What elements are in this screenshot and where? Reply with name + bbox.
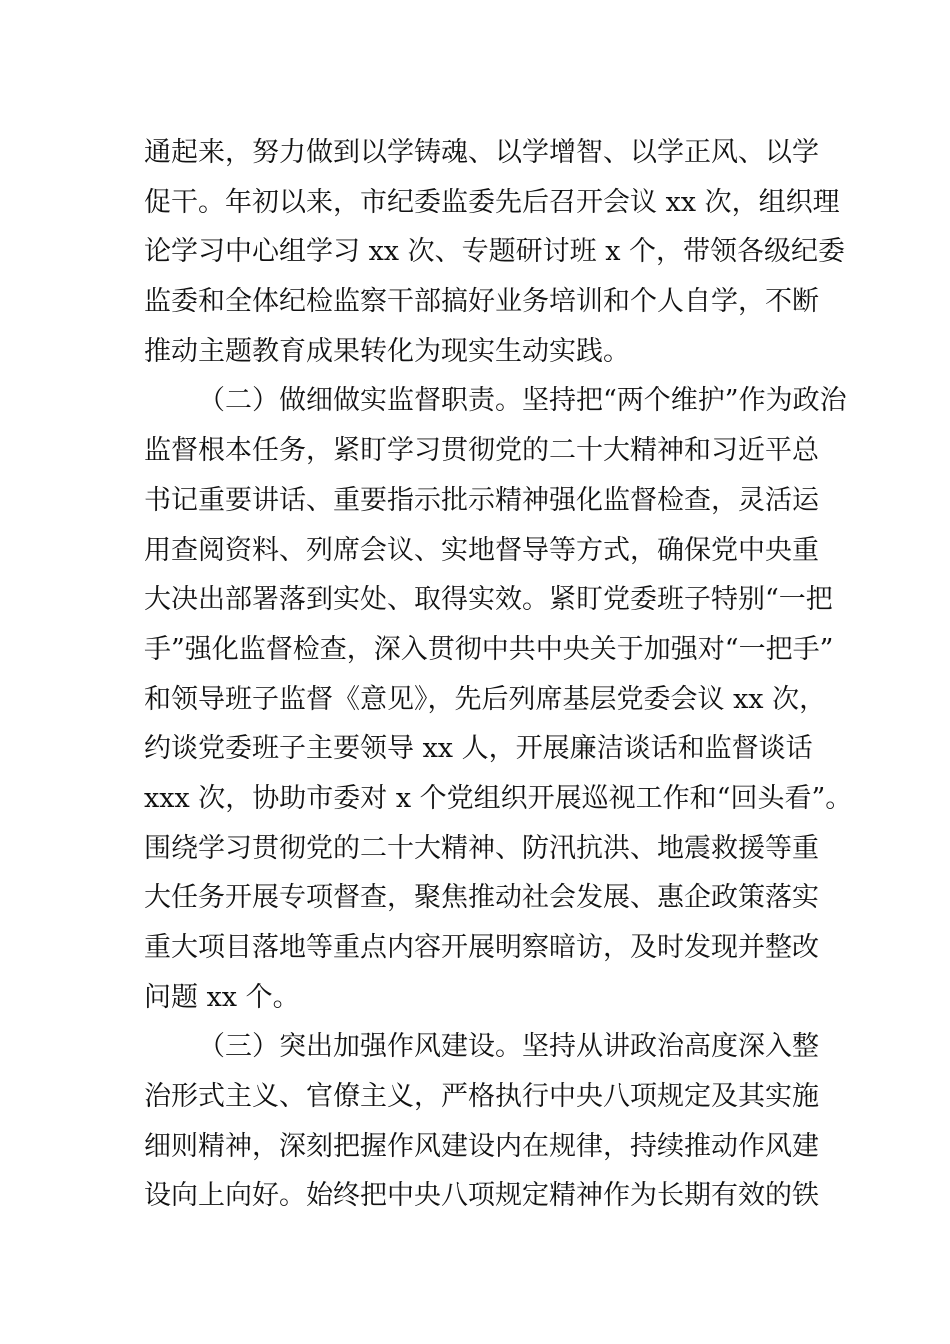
text-line: 重大项目落地等重点内容开展明察暗访，及时发现并整改	[144, 932, 819, 963]
text-line: （三）突出加强作风建设。坚持从讲政治高度深入整	[198, 1031, 819, 1063]
text-line: xxx 次，协助市委对 x 个党组织开展巡视工作和“回头看”。	[144, 782, 853, 814]
paragraph-2	[144, 376, 853, 1022]
text-line: 围绕学习贯彻党的二十大精神、防汛抗洪、地震救援等重	[144, 832, 819, 864]
text-line: 和领导班子监督《意见》，先后列席基层党委会议 xx 次，	[144, 683, 827, 715]
text-line: 促干。年初以来，市纪委监委先后召开会议 xx 次，组织理	[144, 186, 840, 218]
text-line: 用查阅资料、列席会议、实地督导等方式，确保党中央重	[144, 534, 819, 566]
text-line: 手”强化监督检查，深入贯彻中共中央关于加强对“一把手”	[144, 633, 834, 665]
text-line: 大决出部署落到实处、取得实效。紧盯党委班子特别“一把	[144, 584, 833, 616]
text-line: 问题 xx 个。	[144, 981, 300, 1013]
text-line: 监督根本任务，紧盯学习贯彻党的二十大精神和习近平总	[144, 435, 819, 467]
text-line: 大任务开展专项督查，聚焦推动社会发展、惠企政策落实	[144, 882, 819, 914]
text-line: 治形式主义、官僚主义，严格执行中央八项规定及其实施	[144, 1081, 819, 1113]
text-line: 通起来，努力做到以学铸魂、以学增智、以学正风、以学	[144, 137, 819, 168]
text-line: 监委和全体纪检监察干部搞好业务培训和个人自学，不断	[144, 286, 819, 318]
paragraph-1	[144, 128, 846, 376]
text-line: 设向上向好。始终把中央八项规定精神作为长期有效的铁	[144, 1180, 819, 1212]
text-line: 推动主题教育成果转化为现实生动实践。	[144, 335, 630, 367]
text-line: 书记重要讲话、重要指示批示精神强化监督检查，灵活运	[144, 484, 819, 516]
text-line: 论学习中心组学习 xx 次、专题研讨班 x 个，带领各级纪委	[144, 236, 846, 268]
text-line: 细则精神，深刻把握作风建设内在规律，持续推动作风建	[144, 1130, 819, 1162]
paragraph-3	[144, 1022, 819, 1221]
text-line: 约谈党委班子主要领导 xx 人，开展廉洁谈话和监督谈话	[144, 733, 813, 765]
text-line: （二）做细做实监督职责。坚持把“两个维护”作为政治	[198, 385, 847, 417]
document-body	[144, 128, 853, 1221]
